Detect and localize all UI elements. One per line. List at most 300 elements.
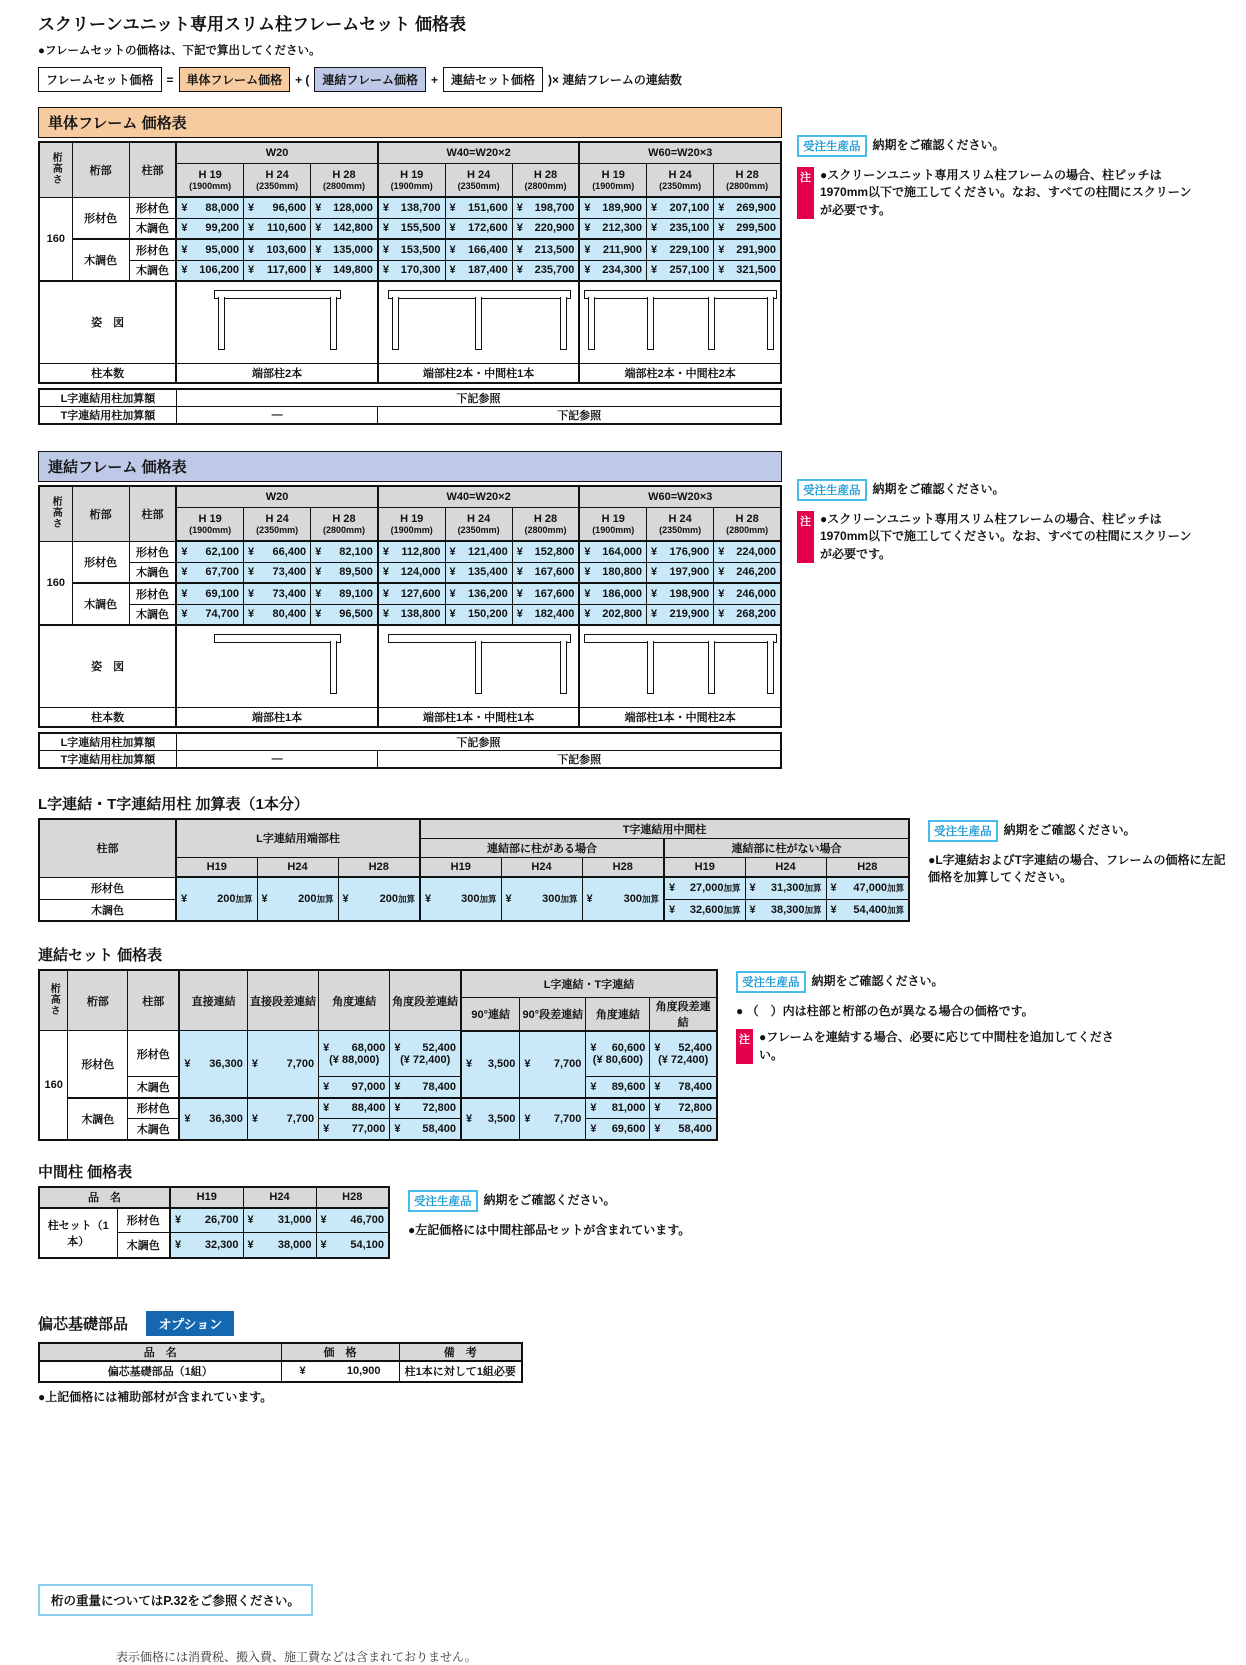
joint-frame-section	[38, 451, 1246, 769]
price-cell: ¥ 97,000	[319, 1077, 390, 1098]
price-cell: ¥ 220,900	[512, 218, 579, 239]
price-cell: ¥ 138,700	[378, 197, 445, 218]
paren-note: ● （ ）内は柱部と桁部の色が異なる場合の価格です。	[736, 1004, 1034, 1018]
header-h24: H24	[243, 1187, 316, 1208]
pillar-color-label: 木調色	[128, 1077, 180, 1098]
price-cell: ¥ 211,900	[579, 239, 646, 260]
page-title: スクリーンユニット専用スリム柱フレームセット 価格表	[38, 15, 467, 34]
price-cell: ¥ 89,600	[586, 1077, 650, 1098]
price-cell: ¥ 219,900	[647, 604, 714, 625]
frame-post	[560, 297, 567, 350]
price-cell: ¥ 207,100	[647, 197, 714, 218]
formula-set-box: 連結セット価格	[443, 67, 543, 92]
addition-note: ●L字連結およびT字連結の場合、フレームの価格に左記価格を加算してください。	[928, 853, 1226, 885]
header-l-end-pillar: L字連結用端部柱	[176, 819, 420, 857]
price-cell: ¥ 58,400	[390, 1119, 461, 1140]
pillar-addition-title: L字連結・T字連結用柱 加算表（1本分）	[38, 796, 309, 813]
pillar-count-value: 端部柱1本	[176, 707, 378, 727]
price-cell: ¥ 78,400	[390, 1077, 461, 1098]
price-cell: ¥ 32,300	[170, 1233, 243, 1258]
header-h19: H 19 (1900mm)	[378, 507, 445, 541]
header-price: 価 格	[281, 1343, 399, 1361]
product-name-cell: 柱セット（1本）	[39, 1208, 117, 1258]
header-h24: H 24 (2350mm)	[244, 507, 311, 541]
made-to-order-badge: 受注生産品	[928, 820, 998, 842]
price-cell: ¥ 89,500	[311, 562, 378, 583]
price-cell: ¥ 27,000加算	[664, 877, 745, 899]
price-cell: ¥ 197,900	[647, 562, 714, 583]
header-girder: 桁部	[72, 486, 129, 541]
price-cell: ¥ 106,200	[176, 260, 243, 281]
header-angle-joint: 角度連結	[319, 970, 390, 1031]
girder-color-label: 形材色	[68, 1031, 128, 1098]
price-cell: ¥ 257,100	[647, 260, 714, 281]
tax-disclaimer: 表示価格には消費税、搬入費、施工費などは含まれておりません。	[116, 1649, 477, 1664]
price-cell: ¥ 182,400	[512, 604, 579, 625]
note-badge: 注	[797, 511, 814, 563]
frame-post	[330, 297, 337, 350]
price-cell: ¥ 66,400	[244, 541, 311, 562]
frame-beam	[214, 634, 341, 643]
header-h28: H 28 (2800mm)	[311, 163, 378, 197]
pillar-color-label: 木調色	[129, 218, 176, 239]
price-cell: ¥ 246,200	[714, 562, 781, 583]
price-cell: ¥ 246,000	[714, 583, 781, 604]
price-cell: ¥ 300加算	[501, 877, 582, 921]
formula-close: )× 連結フレームの連結数	[547, 73, 682, 87]
pillar-addition-section	[38, 793, 1246, 922]
price-cell: ¥ 268,200	[714, 604, 781, 625]
header-h28: H28	[826, 857, 909, 877]
price-cell: ¥ 186,000	[579, 583, 646, 604]
l-addition-label: L字連結用柱加算額	[39, 733, 176, 751]
price-cell: ¥ 36,300	[179, 1098, 247, 1140]
header-w40: W40=W20×2	[378, 486, 580, 507]
price-cell: ¥ 68,000 (¥ 88,000)	[319, 1031, 390, 1077]
frame-diagram-joint-w40	[380, 627, 578, 705]
price-cell: ¥ 95,000	[176, 239, 243, 260]
frame-post	[708, 297, 715, 350]
header-girder-height: 桁高さ	[39, 142, 72, 197]
frame-diagram-cell	[378, 625, 580, 707]
price-cell: ¥ 152,800	[512, 541, 579, 562]
price-cell: ¥ 3,500	[461, 1031, 520, 1098]
single-frame-section-title: 単体フレーム 価格表	[38, 107, 782, 138]
frame-beam	[214, 290, 341, 299]
header-h28: H 28 (2800mm)	[714, 163, 781, 197]
header-product-name: 品 名	[39, 1343, 281, 1361]
header-pillar: 柱部	[129, 486, 176, 541]
header-h24: H 24 (2350mm)	[647, 507, 714, 541]
girder-height-value: 160	[39, 541, 72, 625]
price-cell: ¥ 112,800	[378, 541, 445, 562]
header-direct-step-joint: 直接段差連結	[247, 970, 318, 1031]
pitch-note: ●スクリーンユニット専用スリム柱フレームの場合、柱ピッチは1970mm以下で施工してください。なお、すべての柱間にスクリーンが必要です。	[820, 512, 1192, 561]
header-h24: H 24 (2350mm)	[445, 163, 512, 197]
price-cell: ¥ 67,700	[176, 562, 243, 583]
price-cell: ¥ 200加算	[257, 877, 338, 921]
order-note: 納期をご確認ください。	[1003, 823, 1136, 838]
joint-set-price-table	[38, 969, 718, 1141]
header-h19: H19	[420, 857, 501, 877]
eccentric-base-parts-table	[38, 1342, 523, 1383]
price-cell: ¥ 3,500	[461, 1098, 520, 1140]
header-lt-angle-joint: 角度連結	[586, 997, 650, 1031]
price-cell: ¥ 36,300	[179, 1031, 247, 1098]
middle-pillar-price-table	[38, 1186, 390, 1259]
l-addition-label: L字連結用柱加算額	[39, 389, 176, 407]
price-cell: ¥ 198,700	[512, 197, 579, 218]
t-addition-label: T字連結用柱加算額	[39, 407, 176, 425]
eccentric-section	[38, 1311, 1246, 1406]
header-h28: H28	[582, 857, 664, 877]
note-badge: 注	[736, 1029, 753, 1064]
pitch-note: ●スクリーンユニット専用スリム柱フレームの場合、柱ピッチは1970mm以下で施工してください。なお、すべての柱間にスクリーンが必要です。	[820, 168, 1192, 217]
price-cell: ¥ 110,600	[244, 218, 311, 239]
price-cell: ¥ 78,400	[650, 1077, 717, 1098]
t-addition-value: 下記参照	[378, 751, 781, 769]
header-pillar: 柱部	[39, 819, 176, 877]
header-h19: H 19 (1900mm)	[579, 163, 646, 197]
price-cell: ¥ 136,200	[445, 583, 512, 604]
header-girder: 桁部	[68, 970, 128, 1031]
price-cell: ¥ 180,800	[579, 562, 646, 583]
price-cell: ¥ 291,900	[714, 239, 781, 260]
frame-diagram-joint-w20	[178, 627, 376, 705]
price-cell: ¥ 124,000	[378, 562, 445, 583]
price-cell: ¥ 202,800	[579, 604, 646, 625]
made-to-order-badge: 受注生産品	[736, 971, 806, 993]
header-h28: H 28 (2800mm)	[512, 163, 579, 197]
price-cell: ¥ 73,400	[244, 583, 311, 604]
price-cell: ¥ 60,600 (¥ 80,600)	[586, 1031, 650, 1077]
t-addition-dash: —	[176, 407, 378, 425]
price-cell: ¥ 96,500	[311, 604, 378, 625]
made-to-order-badge: 受注生産品	[797, 479, 867, 501]
frame-post	[560, 641, 567, 694]
joint-set-section	[38, 944, 1246, 1141]
frame-post	[475, 641, 482, 694]
price-cell: ¥ 38,300加算	[745, 899, 826, 921]
header-pillar: 柱部	[128, 970, 180, 1031]
frame-diagram-cell	[378, 281, 580, 363]
pillar-count-value: 端部柱1本・中間柱2本	[579, 707, 781, 727]
frame-diagram-cell	[176, 281, 378, 363]
pillar-color-label: 木調色	[129, 562, 176, 583]
order-note: 納期をご確認ください。	[811, 974, 944, 989]
frame-post	[475, 297, 482, 350]
price-cell: ¥ 164,000	[579, 541, 646, 562]
price-cell: ¥ 7,700	[247, 1098, 318, 1140]
header-h19: H 19 (1900mm)	[579, 507, 646, 541]
header-w60: W60=W20×3	[579, 486, 781, 507]
price-cell: ¥ 121,400	[445, 541, 512, 562]
frame-diagram-standalone-w20	[178, 283, 376, 361]
header-h19: H19	[170, 1187, 243, 1208]
header-h28: H28	[338, 857, 420, 877]
single-frame-price-table	[38, 141, 782, 384]
price-cell: ¥ 299,500	[714, 218, 781, 239]
price-cell: ¥ 74,700	[176, 604, 243, 625]
l-addition-value: 下記参照	[176, 389, 781, 407]
pillar-color-label: 形材色	[129, 239, 176, 260]
price-cell: ¥ 300加算	[420, 877, 501, 921]
pillar-addition-table	[38, 818, 910, 922]
frame-post	[767, 297, 774, 350]
l-addition-value: 下記参照	[176, 733, 781, 751]
price-cell: ¥ 47,000加算	[826, 877, 909, 899]
price-cell: ¥ 58,400	[650, 1119, 717, 1140]
price-cell: ¥ 26,700	[170, 1208, 243, 1233]
girder-color-label: 木調色	[72, 239, 129, 281]
price-cell: ¥ 212,300	[579, 218, 646, 239]
joint-frame-section-title: 連結フレーム 価格表	[38, 451, 782, 482]
header-girder-height: 桁高さ	[39, 486, 72, 541]
header-product-name: 品 名	[39, 1187, 170, 1208]
header-h24: H24	[745, 857, 826, 877]
header-h24: H 24 (2350mm)	[647, 163, 714, 197]
price-cell: ¥ 151,600	[445, 197, 512, 218]
pillar-count-value: 端部柱2本	[176, 363, 378, 383]
frame-diagram-cell	[579, 625, 781, 707]
header-has-pillar: 連結部に柱がある場合	[420, 838, 664, 857]
price-cell: ¥ 128,000	[311, 197, 378, 218]
price-cell: ¥ 135,400	[445, 562, 512, 583]
price-cell: ¥ 99,200	[176, 218, 243, 239]
order-note: 納期をご確認ください。	[872, 482, 1005, 497]
price-cell: ¥ 149,800	[311, 260, 378, 281]
price-cell: ¥ 200加算	[176, 877, 257, 921]
formula-frameset-box: フレームセット価格	[38, 67, 162, 92]
pillar-color-label: 形材色	[39, 877, 176, 899]
price-cell: ¥ 224,000	[714, 541, 781, 562]
frame-beam	[584, 634, 777, 643]
pillar-color-label: 形材色	[129, 541, 176, 562]
price-cell: ¥ 96,600	[244, 197, 311, 218]
price-cell: ¥ 167,600	[512, 562, 579, 583]
price-cell: ¥ 31,000	[243, 1208, 316, 1233]
header-remark: 備 考	[399, 1343, 522, 1361]
price-cell: ¥ 189,900	[579, 197, 646, 218]
joint-frame-addition-rows	[38, 732, 782, 769]
price-cell: ¥ 69,600	[586, 1119, 650, 1140]
made-to-order-badge: 受注生産品	[408, 1190, 478, 1212]
girder-height-value: 160	[39, 197, 72, 281]
joint-set-title: 連結セット 価格表	[38, 947, 163, 964]
header-h28: H 28 (2800mm)	[714, 507, 781, 541]
eccentric-note: ●上記価格には補助部材が含まれています。	[38, 1389, 273, 1404]
pillar-color-label: 形材色	[128, 1031, 180, 1077]
price-cell: ¥ 81,000	[586, 1098, 650, 1119]
figure-row-label: 姿 図	[39, 281, 176, 363]
header-girder: 桁部	[72, 142, 129, 197]
price-cell: ¥ 127,600	[378, 583, 445, 604]
t-addition-dash: —	[176, 751, 378, 769]
header-lt-angle-step-joint: 角度段差連結	[650, 997, 717, 1031]
price-cell: ¥ 321,500	[714, 260, 781, 281]
header-90-joint: 90°連結	[461, 997, 520, 1031]
frame-diagram-standalone-w40	[380, 283, 578, 361]
price-cell: ¥ 176,900	[647, 541, 714, 562]
order-note: 納期をご確認ください。	[483, 1192, 616, 1207]
header-h19: H 19 (1900mm)	[176, 163, 243, 197]
price-cell: ¥ 235,100	[647, 218, 714, 239]
price-cell: ¥ 52,400 (¥ 72,400)	[390, 1031, 461, 1077]
option-badge: オプション	[146, 1311, 234, 1336]
pillar-color-label: 形材色	[128, 1098, 180, 1119]
header-t-middle-pillar: T字連結用中間柱	[420, 819, 909, 838]
price-cell: ¥ 200加算	[338, 877, 420, 921]
price-cell: ¥ 172,600	[445, 218, 512, 239]
product-name-cell: 偏芯基礎部品（1組）	[39, 1361, 281, 1382]
price-cell: ¥ 300加算	[582, 877, 664, 921]
pillar-color-label: 木調色	[129, 260, 176, 281]
price-cell: ¥ 72,800	[650, 1098, 717, 1119]
pillar-color-label: 形材色	[117, 1208, 170, 1233]
pillar-count-label: 柱本数	[39, 707, 176, 727]
frame-diagram-standalone-w60	[581, 283, 779, 361]
header-90-step-joint: 90°段差連結	[520, 997, 586, 1031]
price-cell: ¥ 10,900	[281, 1361, 399, 1382]
pillar-count-value: 端部柱1本・中間柱1本	[378, 707, 580, 727]
single-frame-addition-rows	[38, 388, 782, 425]
girder-color-label: 形材色	[72, 541, 129, 583]
price-cell: ¥ 269,900	[714, 197, 781, 218]
price-cell: ¥ 135,000	[311, 239, 378, 260]
price-cell: ¥ 7,700	[520, 1031, 586, 1098]
price-cell: ¥ 150,200	[445, 604, 512, 625]
single-frame-section	[38, 107, 1246, 425]
header-w20: W20	[176, 486, 378, 507]
header-h19: H 19 (1900mm)	[378, 163, 445, 197]
price-cell: ¥ 235,700	[512, 260, 579, 281]
frame-post	[708, 641, 715, 694]
price-cell: ¥ 77,000	[319, 1119, 390, 1140]
price-cell: ¥ 69,100	[176, 583, 243, 604]
pillar-color-label: 形材色	[129, 197, 176, 218]
pillar-color-label: 木調色	[39, 899, 176, 921]
girder-weight-reference-box: 桁の重量についてはP.32をご参照ください。	[38, 1584, 313, 1616]
header-h28: H 28 (2800mm)	[512, 507, 579, 541]
header-h19: H19	[664, 857, 745, 877]
header-w40: W40=W20×2	[378, 142, 580, 163]
price-cell: ¥ 187,400	[445, 260, 512, 281]
price-cell: ¥ 88,000	[176, 197, 243, 218]
note-badge: 注	[797, 167, 814, 219]
pillar-count-value: 端部柱2本・中間柱1本	[378, 363, 580, 383]
price-cell: ¥ 138,800	[378, 604, 445, 625]
frame-post	[588, 297, 595, 350]
price-cell: ¥ 166,400	[445, 239, 512, 260]
girder-color-label: 木調色	[72, 583, 129, 625]
header-h24: H24	[257, 857, 338, 877]
price-cell: ¥ 234,300	[579, 260, 646, 281]
price-cell: ¥ 167,600	[512, 583, 579, 604]
order-note: 納期をご確認ください。	[872, 138, 1005, 153]
header-angle-step-joint: 角度段差連結	[390, 970, 461, 1031]
formula-equals: =	[166, 72, 174, 87]
middle-pillar-note: ●フレームを連結する場合、必要に応じて中間柱を追加してください。	[759, 1030, 1114, 1062]
header-w20: W20	[176, 142, 378, 163]
price-cell: ¥ 7,700	[247, 1031, 318, 1098]
frame-post	[767, 641, 774, 694]
price-cell: ¥ 72,800	[390, 1098, 461, 1119]
pillar-color-label: 木調色	[128, 1119, 180, 1140]
frame-diagram-joint-w60	[581, 627, 779, 705]
price-formula	[38, 67, 1246, 92]
middle-pillar-section	[38, 1161, 1246, 1259]
middle-pillar-title: 中間柱 価格表	[38, 1163, 133, 1181]
middle-pillar-parts-note: ●左記価格には中間柱部品セットが含まれています。	[408, 1222, 691, 1237]
header-h28: H 28 (2800mm)	[311, 507, 378, 541]
header-h24: H24	[501, 857, 582, 877]
price-cell: ¥ 82,100	[311, 541, 378, 562]
frame-post	[647, 641, 654, 694]
header-direct-joint: 直接連結	[179, 970, 247, 1031]
price-cell: ¥ 153,500	[378, 239, 445, 260]
pillar-color-label: 形材色	[129, 583, 176, 604]
joint-frame-price-table	[38, 485, 782, 728]
header-girder-height: 桁高さ	[39, 970, 68, 1031]
price-cell: ¥ 54,400加算	[826, 899, 909, 921]
frame-diagram-cell	[176, 625, 378, 707]
girder-height-value: 160	[39, 1031, 68, 1140]
price-cell: ¥ 38,000	[243, 1233, 316, 1258]
girder-color-label: 形材色	[72, 197, 129, 239]
girder-color-label: 木調色	[68, 1098, 128, 1140]
price-cell: ¥ 32,600加算	[664, 899, 745, 921]
price-cell: ¥ 80,400	[244, 604, 311, 625]
price-cell: ¥ 88,400	[319, 1098, 390, 1119]
frame-diagram-cell	[579, 281, 781, 363]
frame-post	[218, 297, 225, 350]
pillar-count-label: 柱本数	[39, 363, 176, 383]
price-cell: ¥ 52,400 (¥ 72,400)	[650, 1031, 717, 1077]
price-cell: ¥ 229,100	[647, 239, 714, 260]
price-cell: ¥ 142,800	[311, 218, 378, 239]
formula-single-box: 単体フレーム価格	[179, 67, 291, 92]
price-cell: ¥ 198,900	[647, 583, 714, 604]
remark-cell: 柱1本に対して1組必要	[399, 1361, 522, 1382]
price-cell: ¥ 89,100	[311, 583, 378, 604]
pillar-count-value: 端部柱2本・中間柱2本	[579, 363, 781, 383]
header-pillar: 柱部	[129, 142, 176, 197]
made-to-order-badge: 受注生産品	[797, 135, 867, 157]
price-cell: ¥ 73,400	[244, 562, 311, 583]
figure-row-label: 姿 図	[39, 625, 176, 707]
frame-post	[647, 297, 654, 350]
header-h24: H 24 (2350mm)	[244, 163, 311, 197]
price-cell: ¥ 155,500	[378, 218, 445, 239]
price-cell: ¥ 213,500	[512, 239, 579, 260]
price-cell: ¥ 46,700	[316, 1208, 389, 1233]
eccentric-title: 偏芯基礎部品	[38, 1315, 129, 1333]
price-cell: ¥ 54,100	[316, 1233, 389, 1258]
header-w60: W60=W20×3	[579, 142, 781, 163]
price-cell: ¥ 170,300	[378, 260, 445, 281]
formula-plus-open: + (	[295, 72, 310, 87]
price-cell: ¥ 103,600	[244, 239, 311, 260]
pillar-color-label: 木調色	[117, 1233, 170, 1258]
header-h24: H 24 (2350mm)	[445, 507, 512, 541]
price-cell: ¥ 7,700	[520, 1098, 586, 1140]
frame-beam	[584, 290, 777, 299]
price-cell: ¥ 62,100	[176, 541, 243, 562]
price-cell: ¥ 31,300加算	[745, 877, 826, 899]
price-cell: ¥ 117,600	[244, 260, 311, 281]
frame-post	[330, 641, 337, 694]
frame-post	[392, 297, 399, 350]
